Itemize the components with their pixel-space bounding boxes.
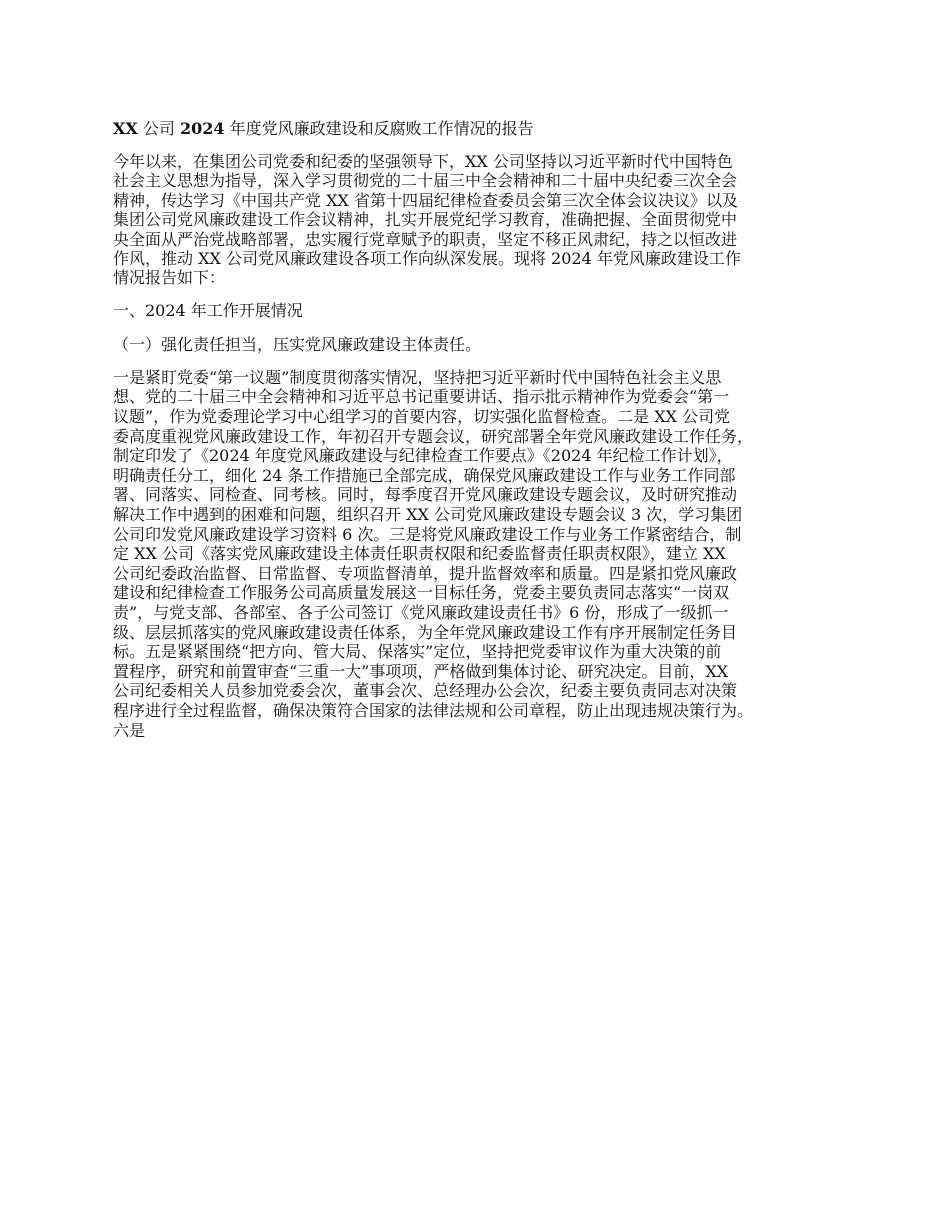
body-line: 标。五是紧紧围绕“把方向、管大局、保落实”定位，坚持把党委审议作为重大决策的前 xyxy=(113,642,722,662)
body-line: 想、党的二十届三中全会精神和习近平总书记重要讲话、指示批示精神作为党委会“第一 xyxy=(113,387,730,407)
body-line: 定 XX 公司《落实党风廉政建设主体责任职责权限和纪委监督责任职责权限》，建立 XX xyxy=(113,544,726,564)
intro-line: 集团公司党风廉政建设工作会议精神，扎实开展党纪学习教育，准确把握、全面贯彻党中 xyxy=(113,210,738,230)
intro-line: 情况报告如下： xyxy=(113,268,226,288)
body-line: 置程序，研究和前置审查“三重一大”事项项，严格做到集体讨论、研究决定。目前，XX xyxy=(113,661,729,681)
body-line: 六是 xyxy=(113,720,146,740)
title-year: 2024 xyxy=(180,119,225,138)
subsection-heading: （一）强化责任担当，压实党风廉政建设主体责任。 xyxy=(113,334,482,354)
document-page xyxy=(113,118,853,740)
title-text-2: 年度党风廉政建设和反腐败工作情况的报告 xyxy=(224,119,534,138)
body-line: 明确责任分工，细化 24 条工作措施已全部完成，确保党风廉政建设工作与业务工作同部 xyxy=(113,465,736,485)
body-line: 署、同落实、同检查、同考核。同时，每季度召开党风廉政建设专题会议，及时研究推动 xyxy=(113,485,738,505)
body-line: 解决工作中遇到的困难和问题，组织召开 XX 公司党风廉政建设专题会议 3 次，学习集团 xyxy=(113,505,743,524)
title-company: XX xyxy=(113,119,138,138)
body-line: 公司印发党风廉政建设学习资料 6 次。三是将党风廉政建设工作与业务工作紧密结合，制 xyxy=(113,524,742,544)
intro-line: 作风，推动 XX 公司党风廉政建设各项工作向纵深发展。现将 2024 年党风廉政建设工作 xyxy=(113,249,741,269)
document-title xyxy=(113,118,853,140)
body-line: 建设和纪律检查工作服务公司高质量发展这一目标任务，党委主要负责同志落实“一岗双 xyxy=(113,583,730,603)
section-heading: 一、2024 年工作开展情况 xyxy=(113,300,303,320)
body-line: 公司纪委政治监督、日常监督、专项监督清单，提升监督效率和质量。四是紧扣党风廉政 xyxy=(113,563,738,583)
body-line: 议题”，作为党委理论学习中心组学习的首要内容，切实强化监督检查。二是 XX 公司党 xyxy=(113,407,731,427)
body-line: 制定印发了《2024 年度党风廉政建设与纪律检查工作要点》《2024 年纪检工作计划》， xyxy=(113,446,733,466)
body-line: 级、层层抓落实的党风廉政建设责任体系，为全年党风廉政建设工作有序开展制定任务目 xyxy=(113,622,738,642)
title-text-1: 公司 xyxy=(137,119,181,138)
intro-line: 精神，传达学习《中国共产党 XX 省第十四届纪律检查委员会第三次全体会议决议》以及 xyxy=(113,190,738,210)
body-paragraph xyxy=(113,368,853,740)
intro-line: 央全面从严治党战略部署，忠实履行党章赋予的职责，坚定不移正风肃纪，持之以恒改进 xyxy=(113,229,738,249)
body-line: 委高度重视党风廉政建设工作，年初召开专题会议，研究部署全年党风廉政建设工作任务， xyxy=(113,426,754,446)
intro-line: 今年以来，在集团公司党委和纪委的坚强领导下，XX 公司坚持以习近平新时代中国特色 xyxy=(113,152,733,171)
body-line: 公司纪委相关人员参加党委会次，董事会次、总经理办公会次，纪委主要负责同志对决策 xyxy=(113,681,738,701)
body-line: 一是紧盯党委“第一议题”制度贯彻落实情况，坚持把习近平新时代中国特色社会主义思 xyxy=(113,367,722,387)
intro-line: 社会主义思想为指导，深入学习贯彻党的二十届三中全会精神和二十届中央纪委三次全会 xyxy=(113,171,738,191)
body-line: 程序进行全过程监督，确保决策符合国家的法律法规和公司章程，防止出现违规决策行为。 xyxy=(113,700,754,720)
body-line: 责”，与党支部、各部室、各子公司签订《党风廉政建设责任书》6 份，形成了一级抓一 xyxy=(113,602,729,622)
intro-paragraph xyxy=(113,152,853,288)
